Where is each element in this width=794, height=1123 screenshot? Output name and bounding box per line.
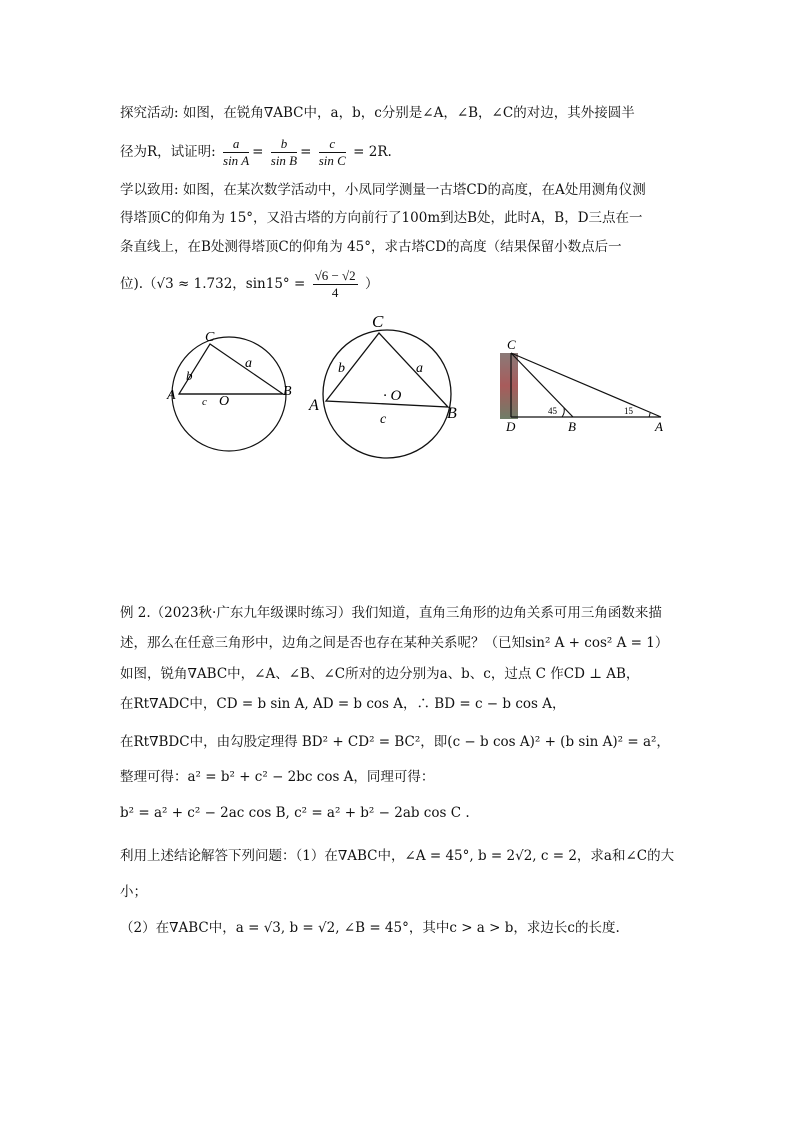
tower-image — [500, 353, 518, 419]
label-C: C — [205, 330, 215, 345]
figure-circle-2 — [305, 310, 470, 465]
label-D: D — [506, 419, 516, 434]
example2-line-2: 述，那么在任意三角形中，边角之间是否也存在某种关系呢？（已知sin² A + cos² A = 1） — [120, 635, 669, 651]
application-line-3: 条直线上，在B处测得塔顶C的仰角为 45°，求古塔CD的高度（结果保留小数点后一 — [120, 239, 622, 255]
application-line-1: 学以致用: 如图，在某次数学活动中，小凤同学测量一古塔CD的高度，在A处用测角仪测 — [120, 182, 646, 198]
label-b: b — [186, 368, 193, 383]
activity-line-2-post: = 2R. — [353, 144, 392, 160]
example2-line-8: 利用上述结论解答下列问题：（1）在∇ABC中，∠A = 45°, b = 2√2, c = 2，求a和∠C的大 — [120, 848, 675, 864]
label-b: b — [338, 361, 345, 376]
application-line-4-post: ） — [364, 276, 379, 292]
label-a: a — [245, 356, 252, 371]
application-line-4-pre: 位).（√3 ≈ 1.732，sin15° = — [120, 276, 306, 292]
example2-line-6: 整理可得：a² = b² + c² − 2bc cos A，同理可得： — [120, 769, 435, 785]
example2-line-7: b² = a² + c² − 2ac cos B, c² = a² + b² − 2ab cos C . — [120, 805, 470, 821]
label-O: · O — [383, 388, 402, 404]
label-B: B — [283, 384, 292, 399]
label-a: a — [416, 361, 423, 376]
figure-circle-1 — [165, 325, 305, 465]
fraction-b-over-sinB: $\frac{b}{\text{sin B}}$ — [270, 136, 298, 168]
label-A: A — [309, 397, 319, 414]
label-O: O — [219, 394, 230, 409]
fraction-c-over-sinC: $\frac{c}{\text{sin C}}$ — [318, 136, 346, 168]
label-A: A — [167, 388, 176, 403]
example2-line-9: 小； — [120, 884, 147, 900]
example2-line-5: 在Rt∇BDC中，由勾股定理得 BD² + CD² = BC²，即(c − b cos A)² + (b sin A)² = a²， — [120, 734, 670, 750]
activity-line-1: 探究活动: 如图，在锐角∇ABC中，a，b，c分别是∠A，∠B，∠C的对边，其外接圆半 — [120, 105, 635, 121]
label-B: B — [447, 405, 457, 422]
figure-tower — [498, 335, 678, 435]
label-c: c — [380, 412, 387, 427]
example2-line-3: 如图，锐角∇ABC中，∠A、∠B、∠C所对的边分别为a、b、c，过点 C 作CD ⊥ AB， — [120, 666, 640, 682]
label-A: A — [655, 419, 663, 434]
example2-line-10: （2）在∇ABC中，a = √3, b = √2, ∠B = 45°，其中c > a > b，求边长c的长度. — [120, 920, 620, 936]
fraction-sin15: $\frac{√6 - √2}{4}$ — [314, 268, 356, 300]
label-C: C — [372, 312, 384, 331]
fraction-a-over-sinA: $\frac{a}{\text{sin A}}$ — [223, 136, 250, 168]
example2-line-4: 在Rt∇ADC中，CD = b sin A, AD = b cos A，∴ BD = c − b cos A， — [120, 696, 566, 712]
label-B: B — [568, 419, 576, 434]
activity-line-2: 径为R，试证明: $\frac{a}{\text{sin A}}$ = $\frac{b}{\text{sin B}}$ = $\frac{c}{\text{sin C}}$ = 2R. — [120, 136, 392, 168]
label-angle-45: 45 — [548, 406, 557, 416]
label-angle-15: 15 — [624, 406, 633, 416]
label-c: c — [202, 396, 207, 408]
activity-line-2-pre: 径为R，试证明: — [120, 144, 216, 160]
application-line-4 — [120, 268, 378, 301]
label-C: C — [507, 337, 516, 352]
application-line-2: 得塔顶C的仰角为 15°，又沿古塔的方向前行了100m到达B处，此时A，B，D三点在一 — [120, 210, 643, 226]
example2-line-1: 例 2.（2023秋·广东九年级课时练习）我们知道，直角三角形的边角关系可用三角函数来描 — [120, 605, 662, 621]
